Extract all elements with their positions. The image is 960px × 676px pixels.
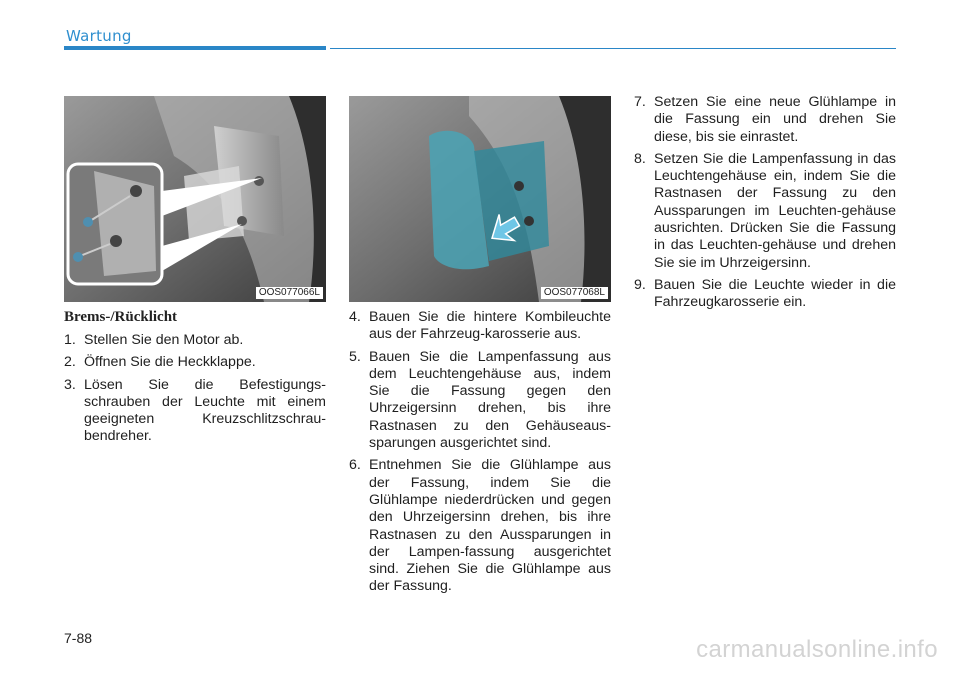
step-number: 8.: [634, 150, 646, 167]
list-item: [349, 457, 611, 595]
step-text: Entnehmen Sie die Glühlampe aus der Fassung, indem Sie die Glühlampe niederdrücken und gegen den Uhrzeigersinn drehen, bis ihre Rastnasen zu den Aussparungen in der Lampen-fassung ausgerichtet sind. Ziehen Sie die Glühlampe aus der Fassung.: [369, 457, 611, 595]
list-item: [349, 349, 611, 453]
step-text: Bauen Sie die Leuchte wieder in die Fahrzeugkarosserie ein.: [654, 276, 896, 311]
step-text: Öffnen Sie die Heckklappe.: [84, 354, 256, 371]
page-number: 7-88: [64, 630, 93, 646]
step-text: Bauen Sie die Lampenfassung aus dem Leuchtengehäuse aus, indem Sie die Fassung gegen den Uhrzeigersinn drehen, bis ihre Rastnasen zu den Gehäuseaus-sparungen ausgerichtet sind.: [369, 348, 611, 452]
watermark: carmanualsonline.info: [696, 636, 938, 663]
figure-lamp-socket-illustration: [349, 96, 611, 302]
step-text: Stellen Sie den Motor ab.: [84, 332, 244, 348]
figure-code: OOS077066L: [256, 287, 323, 299]
list-item: [634, 94, 896, 146]
list-item: [64, 377, 326, 446]
step-text: Bauen Sie die hintere Kombileuchte aus der Fahrzeug-karosserie aus.: [369, 309, 611, 343]
list-item: [64, 354, 326, 371]
list-item: [634, 277, 896, 312]
figure-screw-removal-illustration: [64, 96, 326, 302]
figure-code: OOS077068L: [541, 287, 608, 299]
step-number: 5.: [349, 348, 361, 365]
steps-column-1: [64, 332, 326, 451]
list-item: [349, 309, 611, 344]
list-item: [64, 332, 326, 349]
step-text: Setzen Sie eine neue Glühlampe in die Fassung ein und drehen Sie diese, bis sie einrastet.: [654, 94, 896, 145]
step-number: 4.: [349, 309, 361, 325]
step-number: 6.: [349, 457, 361, 474]
step-number: 2.: [64, 354, 76, 371]
figure-lamp-socket: [349, 96, 611, 302]
steps-column-3: [634, 94, 896, 317]
step-text: Setzen Sie die Lampenfassung in das Leuchtengehäuse ein, indem Sie die Rastnasen der Fassung zu den Aussparungen im Leuchten-gehäuse ausrichten. Drücken Sie die Fassung in das Leuchten-gehäuse und drehen Sie sie im Uhrzeigersinn.: [654, 150, 896, 271]
section-heading: Brems-/Rücklicht: [64, 309, 178, 325]
step-number: 9.: [634, 276, 646, 293]
list-item: [634, 151, 896, 272]
steps-column-2: [349, 309, 611, 601]
section-title: Wartung: [66, 27, 132, 45]
header-rule: [330, 48, 896, 49]
step-text: Lösen Sie die Befestigungs-schrauben der Leuchte mit einem geeigneten Kreuzschlitzschrau-bendreher.: [84, 376, 326, 445]
step-number: 3.: [64, 376, 76, 393]
header-rule-accent: [64, 46, 326, 50]
step-number: 1.: [64, 332, 76, 348]
figure-screw-removal: [64, 96, 326, 302]
step-number: 7.: [634, 94, 646, 110]
